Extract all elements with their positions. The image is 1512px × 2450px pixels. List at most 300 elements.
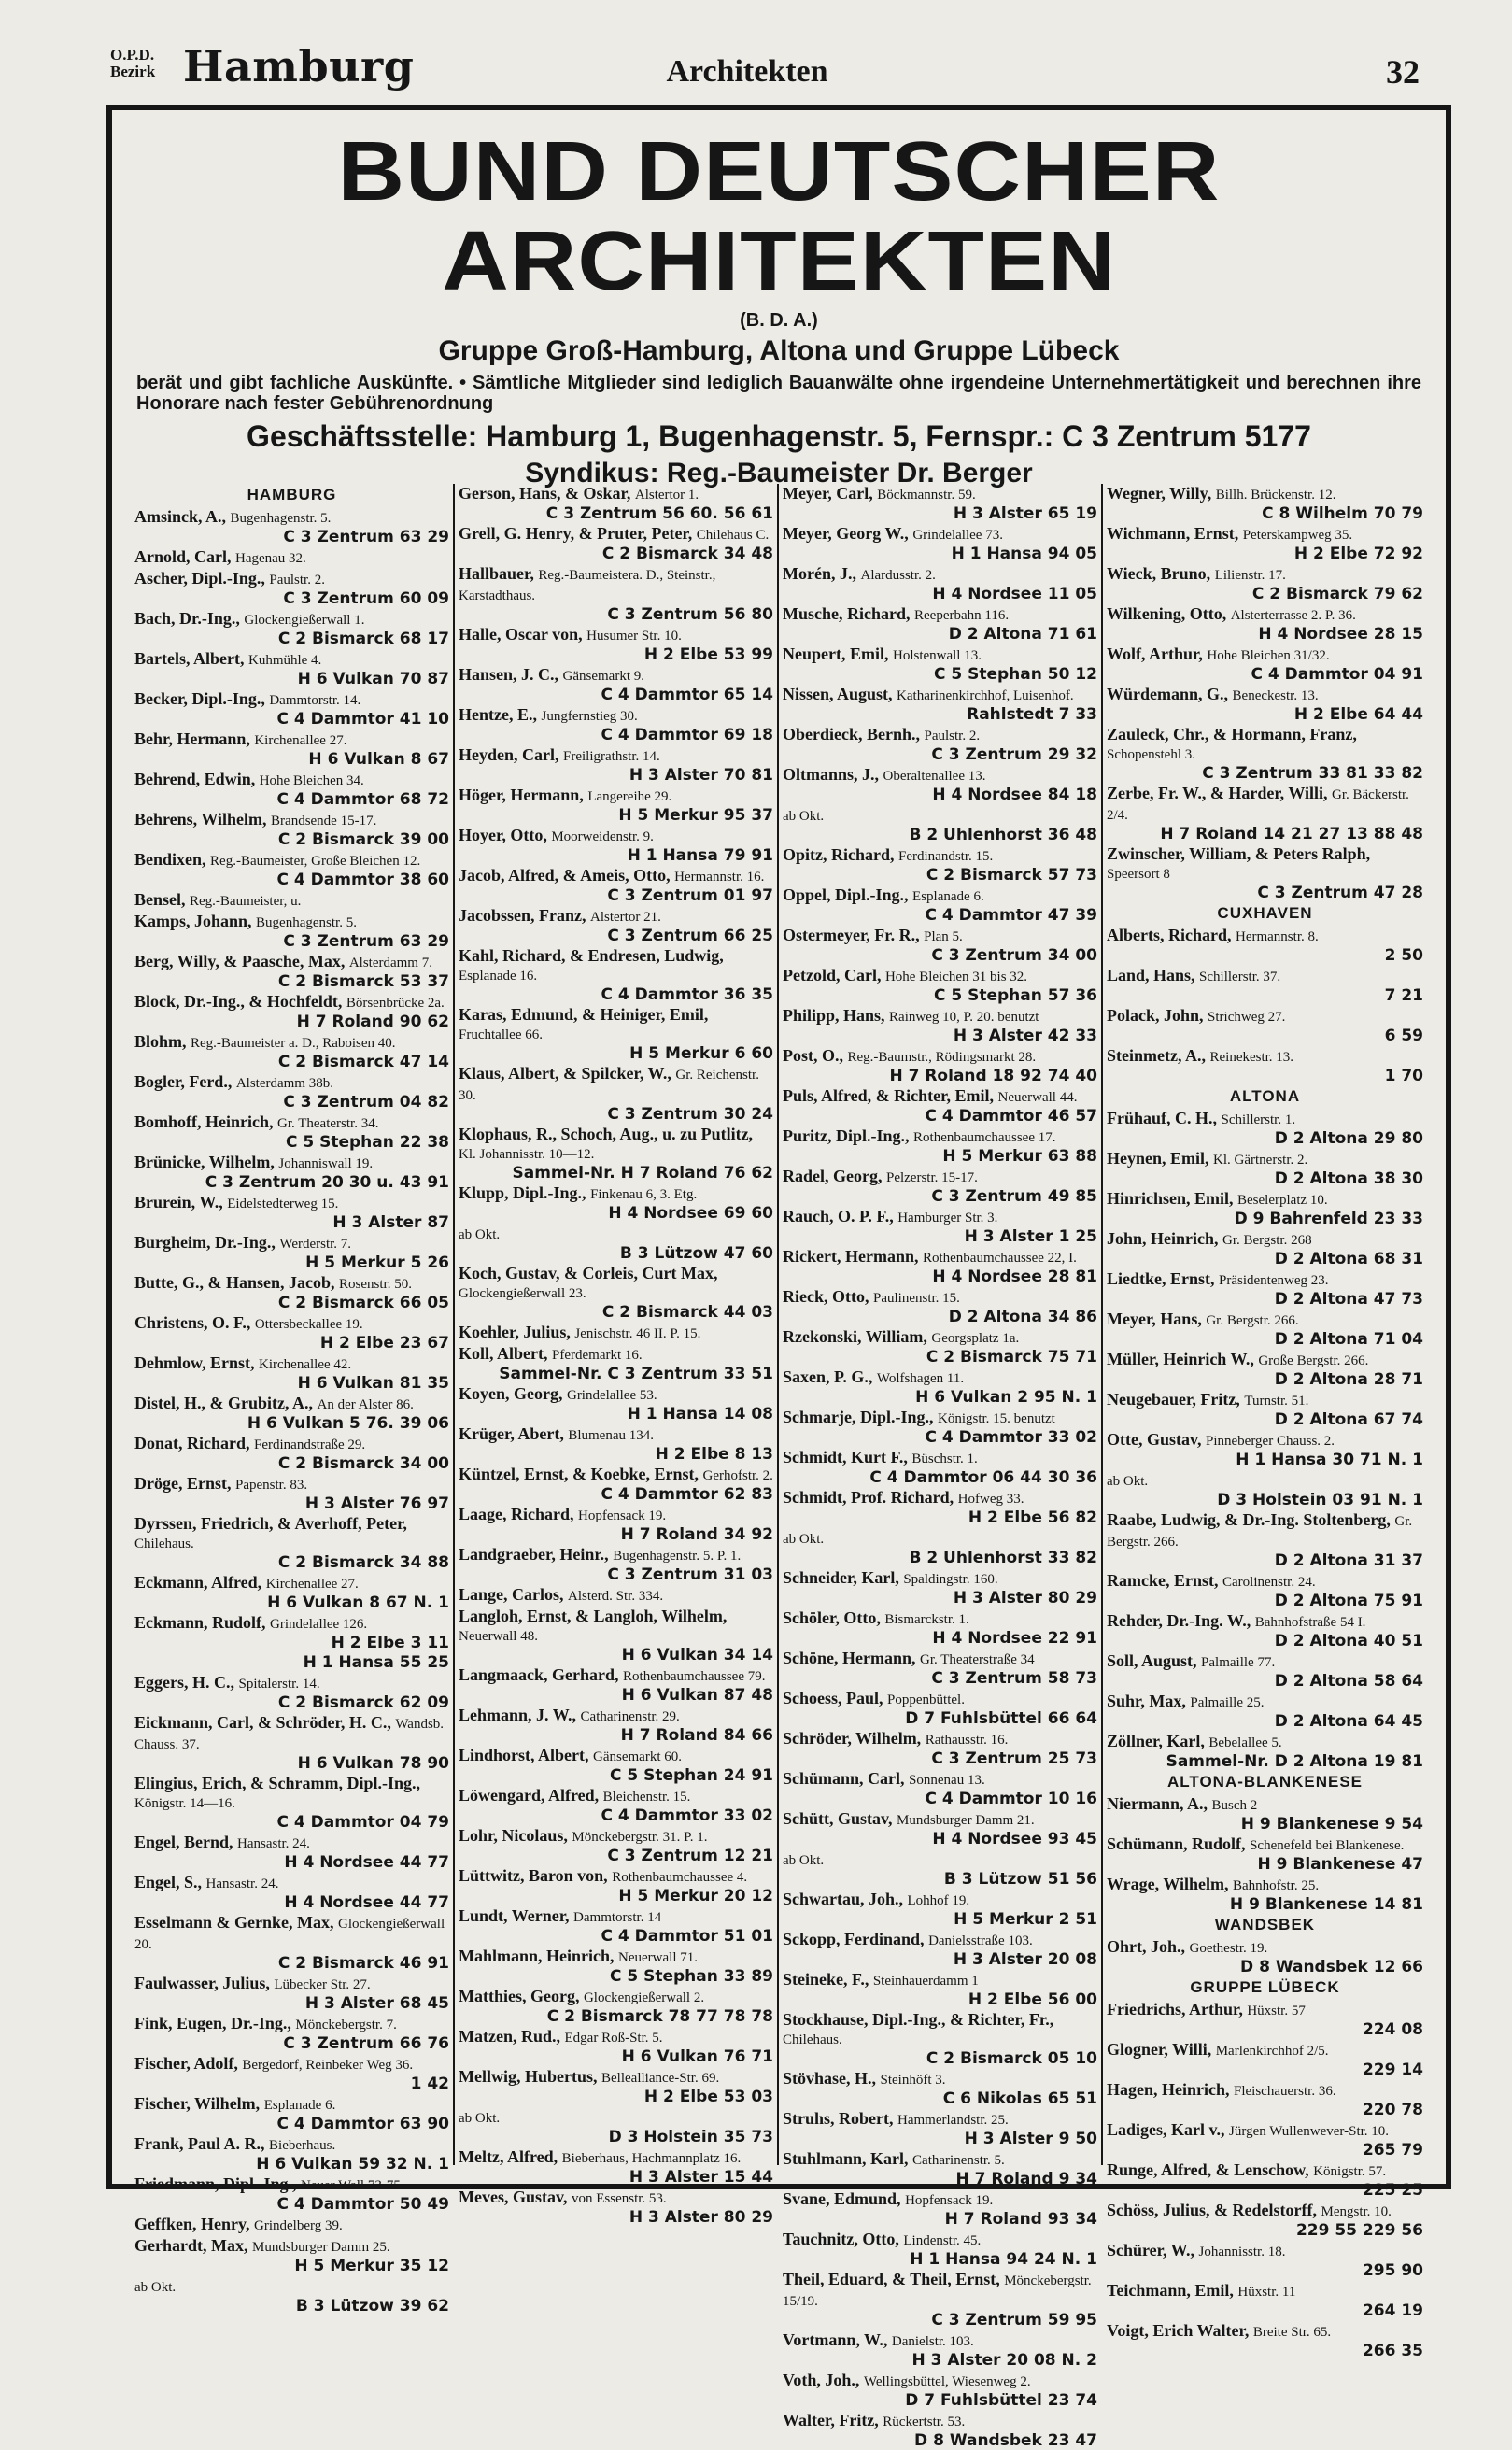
entry-phone: C 3 Zentrum 66 25 [607, 927, 773, 945]
entry-phone: C 4 Dammtor 65 14 [601, 686, 773, 704]
banner-group: Gruppe Groß-Hamburg, Altona und Gruppe Lübeck [438, 335, 1120, 366]
directory-entry [1107, 1794, 1423, 1834]
entry-phone: C 3 Zentrum 58 73 [931, 1669, 1097, 1688]
entry-phone: C 2 Bismarck 44 03 [601, 1303, 773, 1322]
entry-name: Suhr, Max, [1107, 1692, 1186, 1710]
entry-address: Beneckestr. 13. [1232, 688, 1319, 703]
entry-name: Wrage, Wilhelm, [1107, 1875, 1229, 1893]
entry-phone: H 1 Hansa 14 08 [627, 1405, 773, 1423]
entry-phone: C 5 Stephan 22 38 [285, 1133, 449, 1152]
entry-address: Jungfernstieg 30. [541, 709, 638, 724]
directory-entry [459, 1005, 773, 1063]
directory-entry [459, 1746, 773, 1785]
entry-phone: H 6 Vulkan 70 87 [297, 670, 449, 688]
banner-abbreviation: (B. D. A.) [740, 310, 818, 331]
entry-name: Schürer, W., [1107, 2241, 1195, 2259]
entry-name: Walter, Fritz, [783, 2411, 879, 2429]
directory-entry [134, 1713, 449, 1773]
entry-address: Breite Str. 65. [1252, 2325, 1332, 2340]
entry-address: Rothenbaumchaussee 79. [623, 1669, 766, 1684]
entry-address: Hüxstr. 57 [1247, 2004, 1306, 2018]
entry-phone: D 8 Wandsbek 23 47 [914, 2431, 1097, 2450]
entry-name: Ramcke, Ernst, [1107, 1571, 1219, 1590]
entry-address: Wellingsbüttel, Wiesenweg 2. [863, 2374, 1031, 2389]
directory-entry [134, 1353, 449, 1393]
bda-banner [112, 127, 1446, 489]
entry-phone: H 2 Elbe 72 92 [1293, 545, 1423, 563]
directory-entry [459, 1607, 773, 1664]
entry-address: Mönckebergstr. 31. P. 1. [572, 1830, 708, 1845]
entry-phone: C 4 Dammtor 46 57 [925, 1107, 1097, 1126]
entry-phone: C 4 Dammtor 51 01 [601, 1927, 773, 1946]
entry-address: Freiligrathstr. 14. [563, 749, 660, 764]
entry-phone: B 3 Lützow 47 60 [619, 1244, 773, 1263]
entry-address: Kirchenallee 27. [254, 733, 347, 748]
entry-address: Bebelallee 5. [1208, 1735, 1282, 1750]
entry-phone: H 4 Nordsee 93 45 [932, 1830, 1097, 1848]
entry-address: Alstertor 21. [590, 910, 661, 925]
entry-name: Rieck, Otto, [783, 1287, 869, 1306]
entry-phone: H 6 Vulkan 76 71 [621, 2047, 773, 2066]
entry-phone: C 2 Bismarck 75 71 [926, 1348, 1097, 1367]
directory-entry [783, 765, 1097, 804]
directory-entry [134, 2215, 449, 2235]
entry-address: ab Okt. [459, 2111, 501, 2126]
directory-entry [783, 1649, 1097, 1688]
entry-phone: D 9 Bahrenfeld 23 33 [1234, 1210, 1423, 1228]
entry-name: Schröder, Wilhelm, [783, 1729, 922, 1748]
entry-address: Mundsburger Damm 25. [251, 2240, 390, 2255]
entry-phone: D 7 Fuhlsbüttel 66 64 [905, 1709, 1097, 1728]
entry-name: Hoyer, Otto, [459, 826, 547, 844]
entry-phone: H 7 Roland 84 66 [620, 1726, 773, 1745]
directory-entry [134, 2174, 449, 2214]
entry-address: Reg.-Baumstr., Rödingsmarkt 28. [847, 1050, 1037, 1065]
directory-entry [1107, 1937, 1423, 1976]
entry-phone: H 3 Alster 80 29 [629, 2208, 773, 2227]
entry-phone: 1 42 [410, 2075, 449, 2093]
directory-entry [1107, 1189, 1423, 1228]
directory-entry [134, 1653, 449, 1672]
entry-phone: H 2 Elbe 56 82 [968, 1508, 1097, 1527]
entry-address: Mundsburger Damm 21. [897, 1813, 1035, 1828]
directory-entry [1107, 926, 1423, 965]
entry-address: Goethestr. 19. [1189, 1941, 1268, 1956]
directory-entry [783, 524, 1097, 563]
entry-phone: H 4 Nordsee 44 77 [284, 1893, 449, 1912]
entry-phone: H 6 Vulkan 5 76. 39 06 [247, 1414, 449, 1433]
entry-name: Nissen, August, [783, 685, 893, 703]
entry-address: Reg.-Baumeistera. D., Steinstr., Karstadthaus. [459, 568, 716, 603]
entry-address: Neuerwall 48. [459, 1629, 538, 1644]
region-heading: ALTONA-BLANKENESE [1166, 1773, 1364, 1791]
entry-address: Holstenwall 13. [892, 648, 982, 663]
entry-name: Fink, Eugen, Dr.-Ing., [134, 2014, 291, 2032]
entry-address: Lindenstr. 45. [903, 2233, 982, 2248]
entry-address: Gr. Theaterstr. 34. [277, 1116, 379, 1131]
entry-address: Edgar Roß-Str. 5. [564, 2031, 663, 2046]
entry-phone: C 4 Dammtor 47 39 [925, 906, 1097, 925]
entry-phone: C 5 Stephan 33 89 [609, 1967, 773, 1986]
entry-phone: 264 19 [1362, 2301, 1423, 2320]
entry-name: Eckmann, Rudolf, [134, 1613, 266, 1632]
entry-name: Berg, Willy, & Paasche, Max, [134, 952, 346, 970]
entry-address: Ferdinandstraße 29. [254, 1437, 366, 1452]
directory-entry [134, 1613, 449, 1652]
directory-entry [783, 725, 1097, 764]
entry-address: Gänsemarkt 9. [562, 669, 644, 684]
directory-entry [783, 1890, 1097, 1929]
entry-name: Wegner, Willy, [1107, 484, 1212, 503]
entry-phone: C 8 Wilhelm 70 79 [1262, 504, 1423, 523]
entry-name: Matzen, Rud., [459, 2027, 560, 2046]
entry-name: Faulwasser, Julius, [134, 1974, 270, 1992]
directory-entry [783, 2270, 1097, 2330]
directory-entry [459, 1545, 773, 1584]
entry-phone: C 4 Dammtor 41 10 [276, 710, 449, 729]
directory-entry [783, 926, 1097, 965]
entry-address: Poppenbüttel. [887, 1692, 965, 1707]
entry-address: Catharinenstr. 5. [912, 2153, 1005, 2168]
entry-address: Neuerwall 71. [618, 1950, 698, 1965]
directory-entry [783, 2149, 1097, 2188]
entry-name: Dyrssen, Friedrich, & Averhoff, Peter, [134, 1514, 407, 1533]
entry-name: Ostermeyer, Fr. R., [783, 926, 920, 944]
entry-name: Halle, Oscar von, [459, 625, 583, 644]
entry-address: Bugenhagenstr. 5. [230, 511, 332, 526]
directory-entry [134, 1514, 449, 1572]
entry-address: Grindelallee 53. [566, 1388, 657, 1403]
entry-phone: H 2 Elbe 53 99 [643, 645, 773, 664]
entry-address: Hohe Bleichen 34. [259, 773, 364, 788]
entry-address: Lilienstr. 17. [1214, 568, 1286, 583]
entry-phone: H 2 Elbe 3 11 [331, 1634, 449, 1652]
entry-phone: C 4 Dammtor 33 02 [925, 1428, 1097, 1447]
entry-address: ab Okt. [134, 2280, 177, 2295]
entry-address: Königstr. 57. [1313, 2164, 1387, 2179]
banner-office: Geschäftsstelle: Hamburg 1, Bugenhagenstr. 5, Fernspr.: C 3 Zentrum 5177 [247, 419, 1311, 453]
directory-entry [459, 564, 773, 624]
directory-entry [783, 2230, 1097, 2269]
entry-phone: C 6 Nikolas 65 51 [942, 2089, 1097, 2108]
entry-phone: 225 25 [1362, 2181, 1423, 2200]
entry-address: Büschstr. 1. [911, 1452, 978, 1466]
directory-entry [134, 649, 449, 688]
entry-phone: H 3 Alster 15 44 [629, 2168, 773, 2187]
entry-address: Hansastr. 24. [205, 1876, 279, 1891]
entry-address: von Essenstr. 53. [572, 2191, 667, 2206]
entry-phone: C 3 Zentrum 66 76 [283, 2034, 449, 2053]
entry-phone: H 3 Alster 68 45 [304, 1994, 449, 2013]
directory-entry [1107, 1310, 1423, 1349]
directory-entry [783, 1167, 1097, 1206]
city-title: Hamburg [183, 41, 415, 92]
entry-address: Ottersbeckallee 19. [254, 1317, 363, 1332]
entry-address: Paulstr. 2. [269, 573, 325, 588]
directory-entry [134, 689, 449, 729]
entry-phone: 1 70 [1384, 1067, 1423, 1085]
directory-entry [134, 2236, 449, 2275]
entry-name: Karas, Edmund, & Heiniger, Emil, [459, 1005, 709, 1024]
entry-address: Grindelallee 73. [912, 528, 1003, 543]
directory-entry [1107, 2080, 1423, 2119]
directory-entry [459, 1906, 773, 1946]
entry-address: Hopfensack 19. [905, 2193, 994, 2208]
directory-entry [459, 1424, 773, 1464]
entry-phone: D 2 Altona 75 91 [1274, 1592, 1423, 1610]
directory-entry [459, 1826, 773, 1865]
entry-name: Wilkening, Otto, [1107, 604, 1227, 623]
directory-entry [783, 2330, 1097, 2370]
directory-entry [783, 2069, 1097, 2108]
directory-entry [783, 564, 1097, 603]
entry-name: Rauch, O. P. F., [783, 1207, 894, 1225]
entry-phone: C 2 Bismarck 46 91 [277, 1954, 449, 1973]
entry-address: Spaldingstr. 160. [903, 1572, 998, 1587]
entry-phone: 229 55 229 56 [1295, 2221, 1423, 2240]
column-heading: HAMBURG [247, 486, 337, 503]
entry-address: Danielstr. 103. [891, 2334, 974, 2349]
directory-entry [134, 2276, 449, 2315]
entry-address: Schenefeld bei Blankenese. [1250, 1838, 1405, 1853]
entry-name: Dehmlow, Ernst, [134, 1353, 255, 1372]
directory-entry [1107, 966, 1423, 1005]
entry-address: Kirchenallee 27. [265, 1577, 359, 1592]
directory-entry [134, 2094, 449, 2133]
entry-phone: C 5 Stephan 57 36 [933, 986, 1097, 1005]
entry-name: Vortmann, W., [783, 2330, 888, 2349]
entry-name: Klaus, Albert, & Spilcker, W., [459, 1064, 671, 1083]
entry-phone: C 4 Dammtor 68 72 [276, 790, 449, 809]
entry-phone: C 2 Bismarck 79 62 [1251, 585, 1423, 603]
entry-name: Bach, Dr.-Ing., [134, 609, 240, 628]
entry-address: Husumer Str. 10. [586, 629, 682, 644]
entry-address: Kuhmühle 4. [247, 653, 322, 668]
entry-address: Reinekestr. 13. [1209, 1050, 1294, 1065]
directory-entry [134, 729, 449, 769]
entry-phone: H 5 Merkur 20 12 [618, 1887, 773, 1905]
directory-entry [1107, 2040, 1423, 2079]
entry-name: Matthies, Georg, [459, 1987, 580, 2005]
entry-phone: H 7 Roland 9 34 [955, 2170, 1097, 2188]
directory-entry [459, 1866, 773, 1905]
directory-entry [1107, 1430, 1423, 1469]
entry-name: Grell, G. Henry, & Pruter, Peter, [459, 524, 693, 543]
entry-phone: C 3 Zentrum 47 28 [1257, 884, 1423, 902]
entry-phone: 265 79 [1362, 2141, 1423, 2160]
directory-entry [1107, 1611, 1423, 1650]
directory-entry [783, 2010, 1097, 2068]
entry-phone: H 4 Nordsee 28 81 [932, 1267, 1097, 1286]
entry-address: Alsterdamm 7. [348, 956, 432, 970]
entry-address: Präsidentenweg 23. [1219, 1273, 1329, 1288]
entry-phone: C 4 Dammtor 33 02 [601, 1806, 773, 1825]
entry-phone: 220 78 [1362, 2101, 1423, 2119]
entry-name: Hentze, E., [459, 705, 537, 724]
directory-entry [1107, 644, 1423, 684]
entry-address: Langereihe 29. [587, 789, 672, 804]
entry-address: Kirchenallee 42. [259, 1357, 352, 1372]
entry-address: Bahnhofstraße 54 I. [1254, 1615, 1366, 1630]
entry-phone: H 6 Vulkan 81 35 [297, 1374, 449, 1393]
entry-name: Lange, Carlos, [459, 1585, 564, 1604]
entry-address: ab Okt. [783, 1853, 825, 1868]
entry-name: Zerbe, Fr. W., & Harder, Willi, [1107, 784, 1328, 802]
entry-name: Frank, Paul A. R., [134, 2134, 265, 2153]
entry-phone: C 3 Zentrum 01 97 [607, 886, 773, 905]
entry-phone: H 4 Nordsee 69 60 [608, 1204, 773, 1223]
entry-phone: C 4 Dammtor 04 91 [1251, 665, 1423, 684]
entry-address: Bleichenstr. 15. [602, 1790, 691, 1805]
entry-address: Königstr. 14—16. [134, 1796, 235, 1811]
entry-phone: C 3 Zentrum 04 82 [283, 1093, 449, 1112]
entry-address: Pinneberger Chauss. 2. [1206, 1434, 1335, 1449]
entry-address: Busch 2 [1211, 1798, 1258, 1813]
entry-name: Distel, H., & Grubitz, A., [134, 1394, 313, 1412]
entry-phone: H 9 Blankenese 9 54 [1240, 1815, 1423, 1834]
directory-entry [134, 992, 449, 1031]
directory-column [455, 484, 779, 2227]
entry-address: Bismarckstr. 1. [884, 1612, 969, 1627]
entry-address: Glockengießerwall 1. [244, 613, 365, 628]
entry-address: Hüxstr. 11 [1237, 2285, 1296, 2300]
entry-phone: H 5 Merkur 95 37 [618, 806, 773, 825]
entry-phone: C 3 Zentrum 60 09 [283, 589, 449, 608]
entry-phone: H 4 Nordsee 22 91 [932, 1629, 1097, 1648]
entry-phone: D 3 Holstein 03 91 N. 1 [1217, 1491, 1423, 1509]
entry-address: Jenischstr. 46 II. P. 15. [574, 1326, 701, 1341]
entry-name: Schümann, Rudolf, [1107, 1834, 1246, 1853]
directory-entry [459, 1665, 773, 1705]
entry-phone: H 3 Alster 76 97 [304, 1494, 449, 1513]
entry-name: Lehmann, J. W., [459, 1706, 577, 1724]
entry-name: Krüger, Abert, [459, 1424, 564, 1443]
entry-address: Esplanade 6. [263, 2098, 336, 2113]
entry-name: John, Heinrich, [1107, 1229, 1219, 1248]
entry-address: Katharinenkirchhof, Luisenhof. [897, 688, 1074, 703]
directory-column [131, 484, 455, 2315]
directory-entry [459, 1264, 773, 1322]
directory-entry [134, 1394, 449, 1433]
directory-entry [459, 2188, 773, 2227]
directory-entry [783, 1689, 1097, 1728]
entry-name: Burgheim, Dr.-Ing., [134, 1233, 276, 1252]
directory-entry [783, 1367, 1097, 1407]
directory-entry [783, 1970, 1097, 2009]
entry-name: Steineke, F., [783, 1970, 869, 1989]
directory-entry [783, 845, 1097, 885]
entry-name: Engel, Bernd, [134, 1833, 233, 1851]
entry-phone: C 3 Zentrum 29 32 [931, 745, 1097, 764]
entry-name: Meves, Gustav, [459, 2188, 568, 2206]
entry-phone: C 2 Bismarck 47 14 [277, 1053, 449, 1071]
entry-address: Schopenstehl 3. [1107, 747, 1195, 762]
directory-entry [1107, 604, 1423, 644]
region-heading: WANDSBEK [1214, 1916, 1316, 1933]
entry-address: Hermannstr. 8. [1236, 929, 1319, 944]
entry-name: Schmidt, Prof. Richard, [783, 1488, 954, 1507]
entry-address: Rothenbaumchaussee 4. [612, 1870, 748, 1885]
entry-address: Rathausstr. 16. [925, 1733, 1009, 1748]
entry-phone: C 3 Zentrum 33 81 33 82 [1202, 764, 1423, 783]
entry-name: Ascher, Dipl.-Ing., [134, 569, 265, 588]
directory-entry [459, 524, 773, 563]
entry-phone: C 3 Zentrum 25 73 [931, 1749, 1097, 1768]
entry-name: Oppel, Dipl.-Ing., [783, 885, 909, 904]
entry-name: Neugebauer, Fritz, [1107, 1390, 1240, 1409]
directory-entry [459, 1323, 773, 1343]
entry-name: Hallbauer, [459, 564, 534, 583]
directory-entry [134, 1774, 449, 1832]
entry-phone: C 2 Bismarck 05 10 [926, 2049, 1097, 2068]
directory-entry [1107, 1875, 1423, 1914]
entry-phone: 6 59 [1384, 1027, 1423, 1045]
entry-address: Hammerlandstr. 25. [897, 2113, 1009, 2128]
directory-entry [1107, 1510, 1423, 1570]
entry-phone: D 7 Fuhlsbüttel 23 74 [905, 2391, 1097, 2410]
directory-entry [783, 1327, 1097, 1367]
directory-entry [134, 850, 449, 889]
entry-name: Lundt, Werner, [459, 1906, 570, 1925]
directory-entry [783, 604, 1097, 644]
entry-name: Petzold, Carl, [783, 966, 882, 984]
entry-phone: H 5 Merkur 2 51 [954, 1910, 1097, 1929]
entry-address: Reg.-Baumeister a. D., Raboisen 40. [191, 1036, 396, 1051]
entry-phone: H 3 Alster 70 81 [629, 766, 773, 785]
directory-entry [783, 885, 1097, 925]
directory-entry [134, 1233, 449, 1272]
entry-phone: H 1 Hansa 94 24 N. 1 [910, 2250, 1097, 2269]
entry-address: Ferdinandstr. 15. [898, 849, 994, 864]
entry-name: Jacobssen, Franz, [459, 906, 586, 925]
entry-name: Oltmanns, J., [783, 765, 880, 784]
entry-address: Lohhof 19. [907, 1893, 970, 1908]
directory-entry [134, 810, 449, 849]
entry-phone: B 2 Uhlenhorst 33 82 [909, 1549, 1097, 1567]
directory-entry [134, 507, 449, 546]
entry-name: Bartels, Albert, [134, 649, 245, 668]
entry-phone: H 3 Alster 87 [332, 1213, 449, 1232]
directory-entry [134, 1112, 449, 1152]
directory-entry [459, 1947, 773, 1986]
entry-name: Zauleck, Chr., & Hormann, Franz, [1107, 725, 1357, 743]
entry-address: Mönckebergstr. 7. [295, 2018, 397, 2032]
entry-name: Meyer, Hans, [1107, 1310, 1202, 1328]
entry-name: Rzekonski, William, [783, 1327, 927, 1346]
entry-phone: D 2 Altona 40 51 [1274, 1632, 1423, 1650]
entry-name: Land, Hans, [1107, 966, 1195, 984]
entry-phone: D 2 Altona 31 37 [1274, 1551, 1423, 1570]
entry-phone: C 5 Stephan 50 12 [933, 665, 1097, 684]
entry-name: Christens, O. F., [134, 1313, 251, 1332]
entry-address: Hermannstr. 16. [674, 870, 765, 885]
entry-address: Königstr. 15. benutzt [938, 1411, 1055, 1426]
entry-name: Klophaus, R., Schoch, Aug., u. zu Putlitz, [459, 1125, 754, 1143]
directory-entry [459, 946, 773, 1004]
entry-address: Neuerwall 44. [997, 1090, 1078, 1105]
entry-name: Sckopp, Ferdinand, [783, 1930, 925, 1948]
entry-name: Stockhause, Dipl.-Ing., & Richter, Fr., [783, 2010, 1054, 2029]
entry-name: Blohm, [134, 1032, 187, 1051]
entry-phone: C 2 Bismarck 39 00 [277, 830, 449, 849]
entry-phone: C 5 Stephan 24 91 [609, 1766, 773, 1785]
directory-entry [459, 1384, 773, 1423]
directory-entry [134, 1273, 449, 1312]
entry-phone: C 3 Zentrum 34 00 [931, 946, 1097, 965]
directory-entry [783, 1729, 1097, 1768]
entry-phone: 224 08 [1362, 2020, 1423, 2039]
entry-name: Lindhorst, Albert, [459, 1746, 589, 1764]
